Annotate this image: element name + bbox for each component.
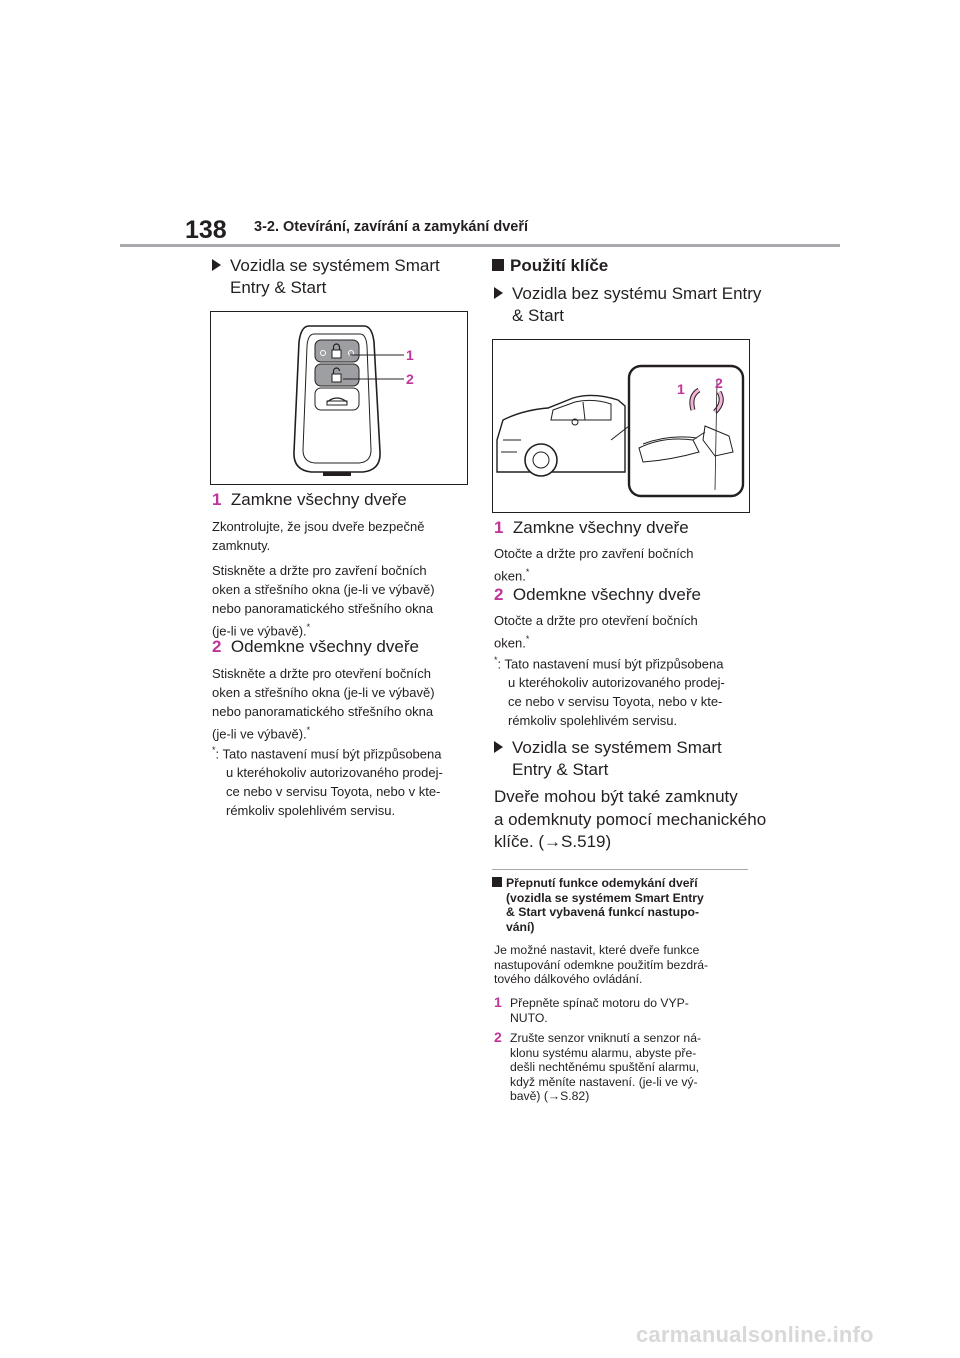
switch-section-intro: Je možné nastavit, které dveře funkce nastupování odemkne použitím bezdrá- tového dálkového ovládání. <box>494 943 709 986</box>
square-bullet-icon <box>492 259 504 271</box>
right-item-1: 1 Zamkne všechny dveře Otočte a držte pro zavření bočních oken.* <box>494 518 694 584</box>
right-heading-2: Vozidla se systémem Smart Entry & Start <box>494 737 722 781</box>
triangle-bullet-icon <box>494 287 503 299</box>
chapter-title: 3-2. Otevírání, zavírání a zamykání dveří <box>254 219 529 235</box>
mechanical-key-figure <box>492 339 750 513</box>
triangle-bullet-icon <box>494 741 503 753</box>
left-footnote: *: Tato nastavení musí být přizpůsobena u kteréhokoliv autorizovaného prodej- ce nebo v servisu Toyota, nebo v kte- rémkoliv spolehlivém servisu. <box>212 745 443 819</box>
item-title: Odemkne všechny dveře <box>230 637 419 656</box>
smart-key-figure <box>210 311 468 485</box>
switch-step-1: 1 Přepněte spínač motoru do VYP- NUTO. <box>494 994 689 1025</box>
figure-callout-1: 1 <box>406 347 414 363</box>
figure-callout-2: 2 <box>715 375 723 391</box>
switch-section-title: Přepnutí funkce odemykání dveří (vozidla se systémem Smart Entry & Start vybavená funkcí nastupo- vání) <box>492 876 752 934</box>
right-footnote: *: Tato nastavení musí být přizpůsobena u kteréhokoliv autorizovaného prodej- ce nebo v servisu Toyota, nebo v kte- rémkoliv spolehlivém servisu. <box>494 655 725 729</box>
item-title: Zamkne všechny dveře <box>230 490 407 509</box>
left-heading: Vozidla se systémem Smart Entry & Start <box>212 255 440 299</box>
page-number: 138 <box>185 216 227 244</box>
item-title: Zamkne všechny dveře <box>512 518 689 537</box>
left-item-2: 2 Odemkne všechny dveře Stiskněte a držte pro otevření bočních oken a střešního okna (je-li ve výbavě) nebo panoramatického střešního okna (je-li ve výbavě).* <box>212 637 435 742</box>
figure-callout-2: 2 <box>406 371 414 387</box>
figure-callout-1: 1 <box>677 381 685 397</box>
smart-key-illustration <box>211 312 467 484</box>
right-heading-1: Vozidla bez systému Smart Entry & Start <box>494 283 761 327</box>
square-bullet-icon <box>492 877 502 887</box>
switch-step-2: 2 Zrušte senzor vniknutí a senzor ná- klonu systému alarmu, abyste pře- dešli nechtěnému spuštění alarmu, když měníte nastavení. (je-li ve vý- bavě) (→S.82) <box>494 1029 702 1103</box>
mechanical-key-paragraph: Dveře mohou být také zamknuty a odemknuty pomocí mechanického klíče. (→S.519) <box>494 787 767 851</box>
item-title: Odemkne všechny dveře <box>512 585 701 604</box>
right-item-2: 2 Odemkne všechny dveře Otočte a držte pro otevření bočních oken.* <box>494 585 701 651</box>
left-item-1: 1 Zamkne všechny dveře Zkontrolujte, že jsou dveře bezpečně zamknuty. Stiskněte a držte pro zavření bočních oken a střešního okna (je-li ve výbavě) nebo panoramatického střešního okna (je-li ve výbavě).* <box>212 490 435 639</box>
footer-watermark: carmanualsonline.info <box>636 1322 874 1347</box>
car-door-key-illustration <box>493 340 749 512</box>
header-rule <box>120 244 840 247</box>
section-title: Použití klíče <box>492 255 608 277</box>
section-divider <box>492 869 748 870</box>
triangle-bullet-icon <box>212 259 221 271</box>
